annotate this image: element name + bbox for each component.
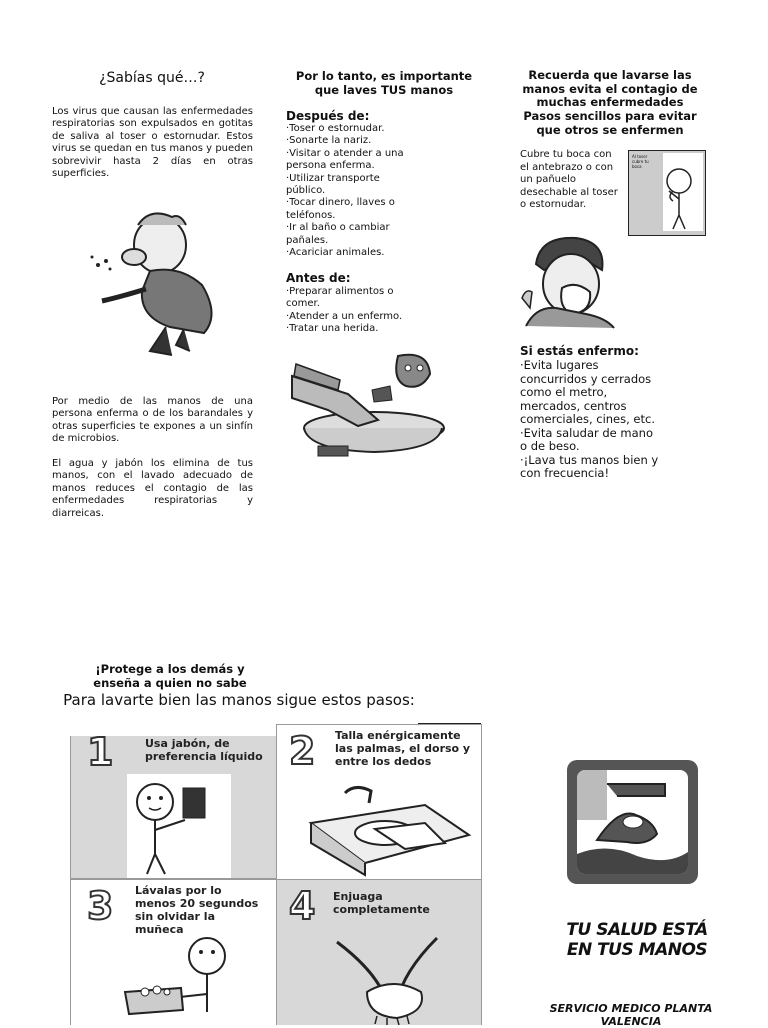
before-list [286,286,416,336]
step-1-text: Usa jabón, de preferencia líquido [145,737,263,763]
protect-others-text: ¡Protege a los demás y enseña a quien no sabe [93,662,247,690]
list-item: ·Visitar o atender a una persona enferma. [286,147,404,172]
sneezing-man-illustration [80,205,232,360]
step-1-number: 1 [87,736,114,774]
list-item: ·Ir al baño o cambiar pañales. [286,222,390,246]
after-heading: Después de: [286,109,370,123]
rinsing-hands-icon [317,932,467,1025]
col2-title: Por lo tanto, es importante que laves TUS manos [295,69,473,97]
before-heading: Antes de: [286,271,351,285]
list-item: ·Acariciar animales. [286,247,385,259]
step-2-number: 2 [289,729,316,773]
faucet-hands-icon [577,770,688,874]
list-item: ·Tocar dinero, llaves o teléfonos. [286,197,395,221]
step-2-panel [276,724,482,880]
list-item: ·Tratar una herida. [286,323,379,335]
list-item: ·Preparar alimentos o comer. [286,286,394,310]
list-item: ·¡Lava tus manos bien y con frecuencia! [520,452,659,480]
step-3-number: 3 [87,884,114,928]
sick-list [520,359,660,481]
step-3-text: Lávalas por lo menos 20 segundos sin olvidar la muñeca [135,884,259,936]
list-item: ·Evita saludar de mano o de beso. [520,425,653,453]
step-4-text: Enjuaga completamente [333,890,430,916]
col1-paragraph-virus: Los virus que causan las enfermedades respiratorias son expulsados en gotitas de saliva al toser o estornudar. Estos virus se quedan en tus manos y pueden sobrevivir hasta 2 días en otras superficies. [52,106,253,180]
col1-title: ¿Sabías qué…? [99,70,205,86]
washing-hands-sink-icon [305,783,475,877]
person-blowing-nose-illustration [516,234,618,330]
col1-paragraph-microbes: Por medio de las manos de una persona enferma o de los barandales y otras superficies te expones a un sinfín de microbios. [52,396,253,445]
slogan: TU SALUD ESTÁ EN TUS MANOS [566,920,708,960]
sick-heading: Si estás enfermo: [520,344,639,358]
cough-character-panel [628,150,706,236]
after-list [286,123,416,259]
list-item: ·Utilizar transporte público. [286,172,380,197]
steps-title: Para lavarte bien las manos sigue estos pasos: [63,691,415,709]
handwashing-basin-illustration [288,350,450,462]
step-3-panel [70,879,277,1025]
step-2-text: Talla enérgicamente las palmas, el dorso y entre los dedos [335,729,471,768]
cover-mouth-text: Cubre tu boca con el antebrazo o con un pañuelo desechable al toser o estornudar. [520,149,618,210]
list-item: ·Atender a un enfermo. [286,310,403,322]
soap-dispenser-character-icon [121,774,231,878]
col3-title: Recuerda que lavarse las manos evita el contagio de muchas enfermedades [522,68,698,109]
step-4-panel [276,879,482,1025]
list-item: ·Toser o estornudar. [286,123,385,134]
panel-caption: Al toser cubre tu boca [632,154,649,169]
step-4-number: 4 [289,884,316,928]
handwashing-logo [567,760,698,884]
list-item: ·Evita lugares concurridos y cerrados como el metro, mercados, centros comerciales, cines, etc. [520,358,655,426]
col3-subtitle: Pasos sencillos para evitar que otros se enfermen [523,109,697,137]
col1-paragraph-soap: El agua y jabón los elimina de tus manos, con el lavado adecuado de manos reduces el contagio de las enfermedades respiratorias y diarreicas. [52,458,253,519]
step-1-panel [70,736,277,879]
list-item: ·Sonarte la nariz. [286,135,372,147]
footer-service-name: SERVICIO MEDICO PLANTA VALENCIA [549,1002,713,1028]
logo-inner [577,770,688,874]
hands-in-basin-character-icon [121,932,271,1025]
